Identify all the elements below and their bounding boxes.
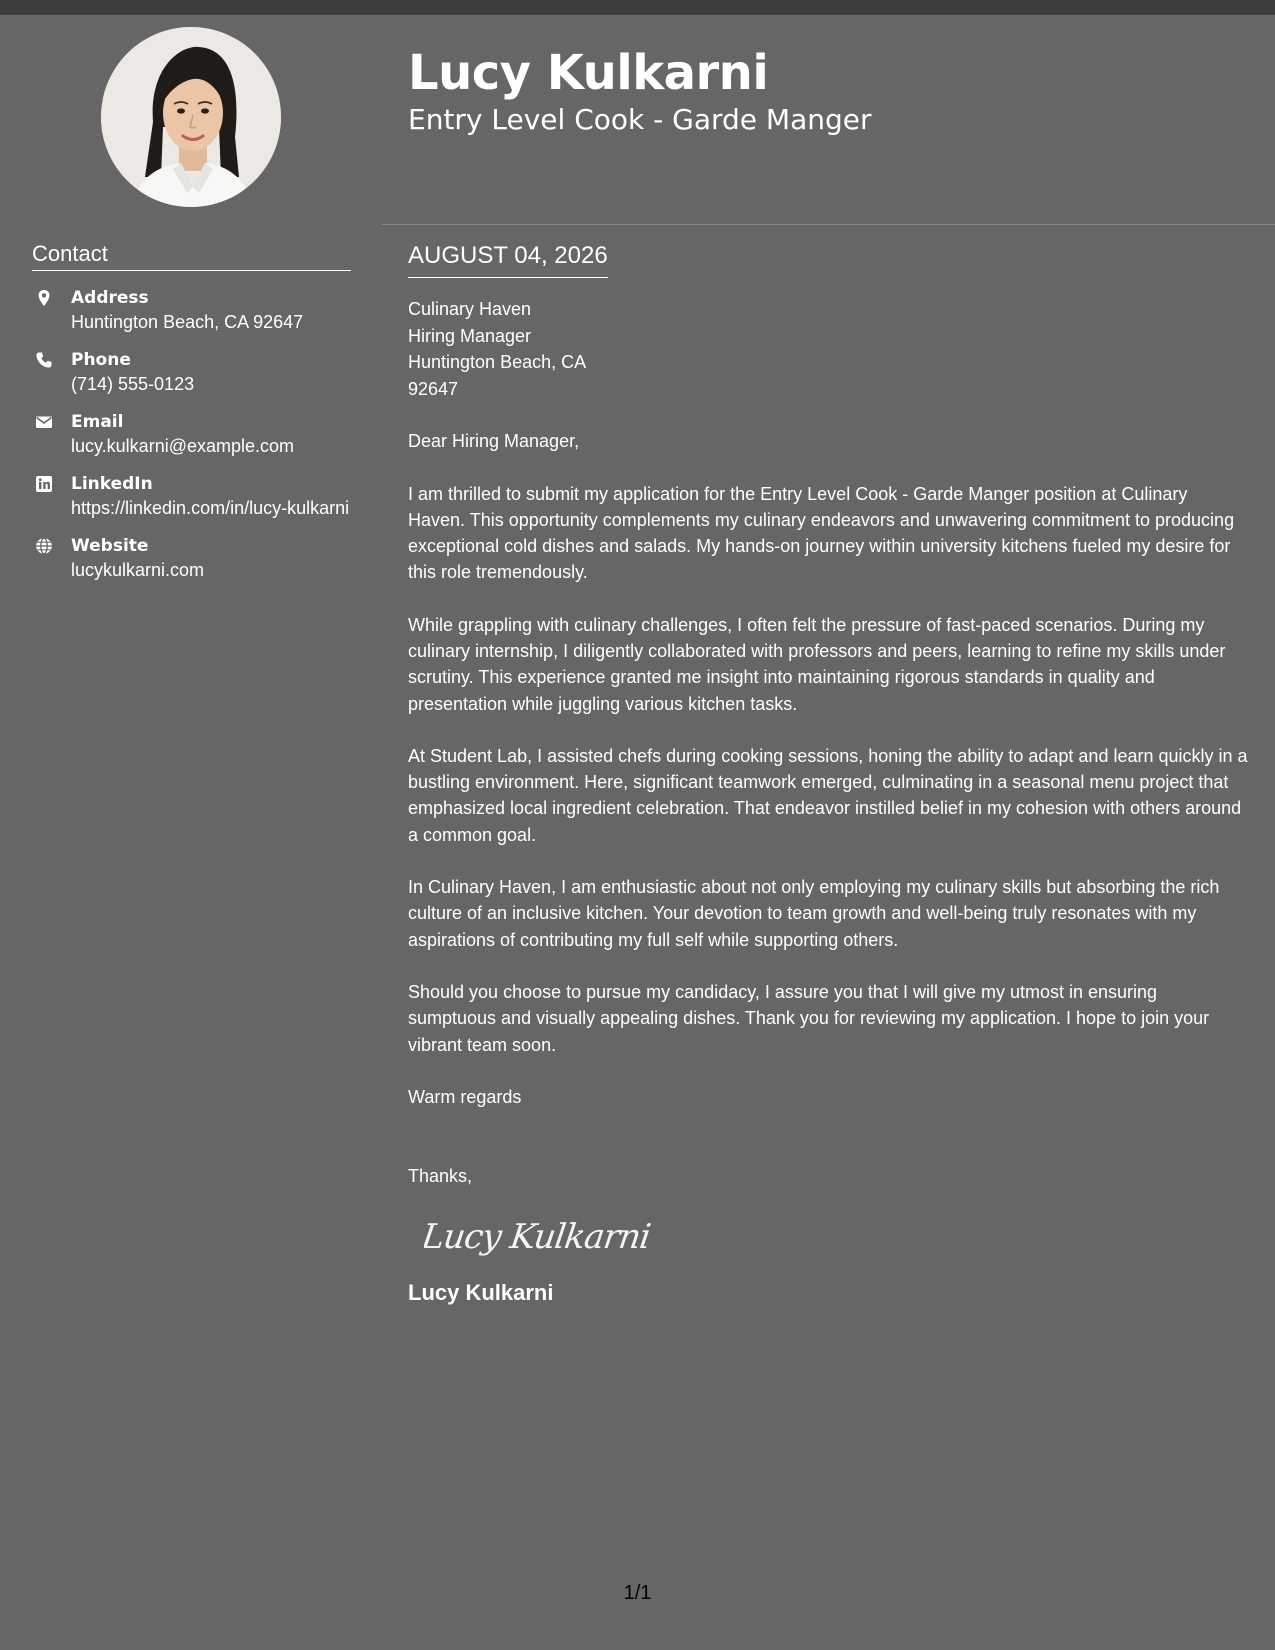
applicant-role: Entry Level Cook - Garde Manger [408, 103, 872, 136]
address-value: Huntington Beach, CA 92647 [71, 312, 304, 332]
linkedin-icon [35, 475, 53, 493]
applicant-name: Lucy Kulkarni [408, 45, 769, 101]
website-value[interactable]: lucykulkarni.com [71, 560, 205, 580]
contact-item-address [32, 286, 352, 334]
paragraph: At Student Lab, I assisted chefs during cooking sessions, honing the ability to adapt and learn quickly in a bustling environment. Here, significant teamwork emerged, culminating in a seasonal menu project that emphasized local ingredient celebration. That endeavor instilled belief in my cohesion with others around a common goal. [408, 745, 1248, 845]
contact-label: Email [71, 412, 124, 432]
profile-photo [101, 27, 281, 207]
paragraph: Should you choose to pursue my candidacy, I assure you that I will give my utmost in ensuring sumptuous and visually appealing dishes. Thank you for reviewing my application. I hope to join your vibrant team soon. [408, 981, 1210, 1055]
closing: Warm regards [408, 1086, 522, 1107]
contact-item-linkedin [32, 472, 352, 520]
recipient-zip: 92647 [408, 378, 459, 399]
letter-body [408, 241, 1248, 1308]
phone-value: (714) 555-0123 [71, 374, 195, 394]
contact-label: Phone [71, 350, 131, 370]
sidebar [0, 15, 382, 1650]
signature-image [424, 1208, 664, 1264]
salutation: Dear Hiring Manager, [408, 431, 580, 451]
header-divider [382, 224, 1275, 225]
cover-letter-page [0, 15, 1275, 1650]
phone-icon [35, 351, 53, 369]
contact-list [32, 286, 352, 596]
top-bar [0, 0, 1275, 15]
contact-label: Address [71, 288, 149, 308]
letter-date: AUGUST 04, 2026 [408, 241, 608, 278]
recipient-block [408, 296, 1248, 402]
envelope-icon [35, 413, 53, 431]
globe-icon [35, 537, 53, 555]
contact-label: Website [71, 536, 149, 556]
svg-text:Lucy Kulkarni: Lucy Kulkarni [424, 1216, 653, 1257]
contact-item-email [32, 410, 352, 458]
paragraph: While grappling with culinary challenges, I often felt the pressure of fast-paced scenarios. During my culinary internship, I diligently collaborated with professors and peers, learning to refine my skills under scrutiny. This experience granted me insight into maintaining rigorous standards in quality and presentation while juggling various kitchen tasks. [408, 614, 1226, 714]
signer-name: Lucy Kulkarni [408, 1279, 554, 1305]
contact-heading: Contact [32, 241, 351, 271]
contact-item-website [32, 534, 352, 582]
thanks: Thanks, [408, 1166, 473, 1187]
paragraph: I am thrilled to submit my application for the Entry Level Cook - Garde Manger position at Culinary Haven. This opportunity complements my culinary endeavors and unwavering commitment to producing exceptional cold dishes and salads. My hands-on journey within university kitchens fueled my desire for this role tremendously. [408, 483, 1235, 583]
linkedin-value[interactable]: https://linkedin.com/in/lucy-kulkarni [71, 498, 350, 518]
page-number: 1/1 [623, 1582, 652, 1604]
contact-item-phone [32, 348, 352, 396]
recipient-company: Culinary Haven [408, 299, 532, 319]
recipient-city: Huntington Beach, CA [408, 352, 587, 372]
contact-label: LinkedIn [71, 474, 153, 494]
avatar [101, 27, 281, 207]
email-value[interactable]: lucy.kulkarni@example.com [71, 436, 295, 456]
recipient-title: Hiring Manager [408, 325, 532, 346]
paragraph: In Culinary Haven, I am enthusiastic about not only employing my culinary skills but absorbing the rich culture of an inclusive kitchen. Your devotion to team growth and well-being truly resonates with my aspirations of contributing my full self while supporting others. [408, 877, 1220, 950]
map-pin-icon [35, 289, 53, 307]
